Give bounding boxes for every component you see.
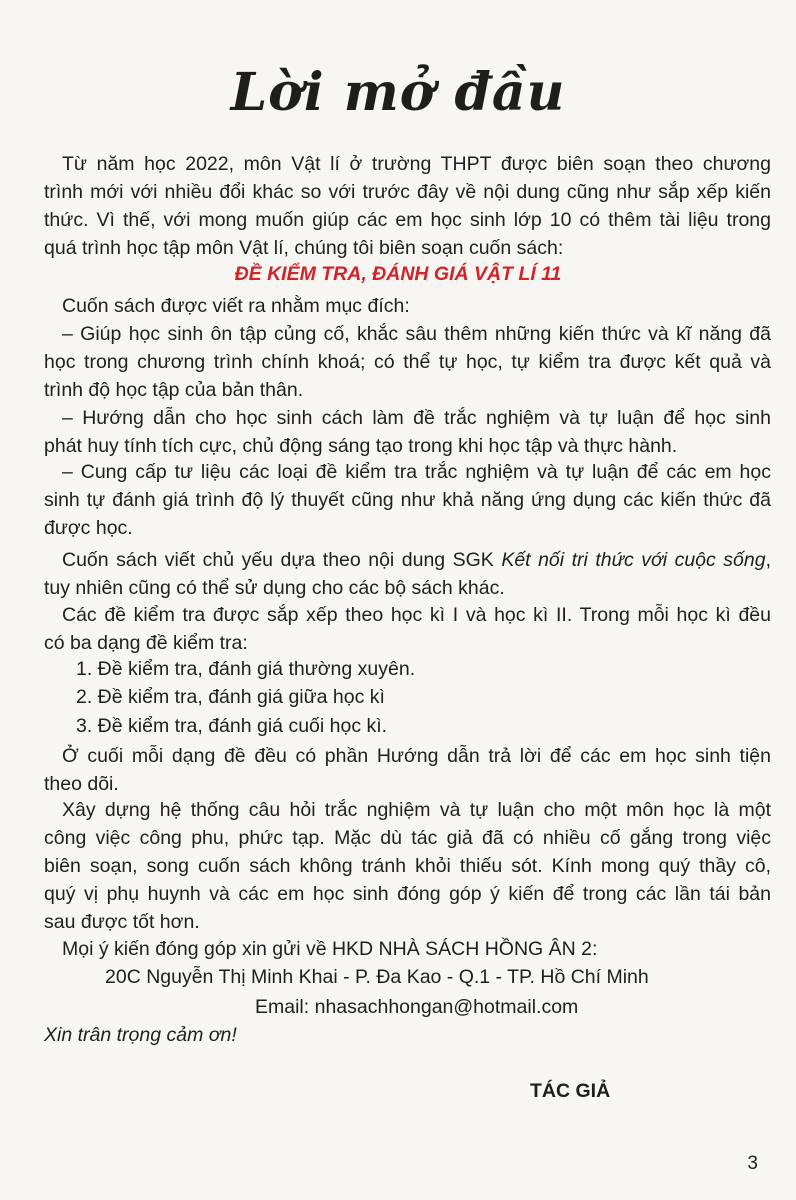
- purpose-lead: Cuốn sách được viết ra nhằm mục đích:: [62, 295, 410, 317]
- purpose-line: trình độ học tập của bản thân.: [44, 379, 304, 401]
- intro-line: Từ năm học 2022, môn Vật lí ở trường THPT được biên soạn theo chương: [62, 153, 771, 175]
- purpose-line: được học.: [44, 517, 133, 539]
- book-title: ĐỀ KIỂM TRA, ĐÁNH GIÁ VẬT LÍ 11: [234, 263, 562, 285]
- author-signature: TÁC GIẢ: [530, 1080, 611, 1102]
- purpose-line: – Giúp học sinh ôn tập củng cố, khắc sâu thêm những kiến thức và kĩ năng đã: [62, 323, 771, 345]
- intro-paragraph: [44, 150, 771, 262]
- basis-line: [44, 546, 771, 574]
- intro-line: trình mới với nhiều đổi khác so với trước đây về nội dung cũng như sắp xếp kiến: [44, 181, 771, 203]
- guide-line: theo dõi.: [44, 773, 119, 795]
- basis-prefix: Cuốn sách viết chủ yếu dựa theo nội dung SGK: [62, 549, 502, 571]
- page-title: Lời mở đầu: [230, 62, 566, 123]
- guide-line: Ở cuối mỗi dạng đề đều có phần Hướng dẫn trả lời để các em học sinh tiện: [62, 745, 771, 767]
- purpose-item: [44, 458, 771, 542]
- contact-email: Email: nhasachhongan@hotmail.com: [255, 996, 579, 1018]
- page-number: 3: [747, 1153, 758, 1174]
- contact-lead: Mọi ý kiến đóng góp xin gửi về HKD NHÀ SÁCH HỒNG ÂN 2:: [62, 938, 598, 960]
- purpose-line: sinh tự đánh giá trình độ lý thuyết cũng như khả năng ứng dụng các kiến thức đã: [44, 489, 771, 511]
- test-type-item: 1. Đề kiểm tra, đánh giá thường xuyên.: [76, 658, 416, 680]
- arrangement-line: Các đề kiểm tra được sắp xếp theo học kì I và học kì II. Trong mỗi học kì đều: [62, 604, 771, 626]
- closing-line: Xây dựng hệ thống câu hỏi trắc nghiệm và tự luận cho một môn học là một: [62, 799, 771, 821]
- purpose-line: học trong chương trình chính khoá; có thể tự học, tự kiểm tra được kết quả và: [44, 351, 771, 373]
- closing-line: sau được tốt hơn.: [44, 911, 200, 933]
- contact-address: 20C Nguyễn Thị Minh Khai - P. Đa Kao - Q.1 - TP. Hồ Chí Minh: [105, 966, 649, 988]
- purpose-line: – Cung cấp tư liệu các loại đề kiểm tra trắc nghiệm và tự luận để các em học: [62, 461, 771, 483]
- purpose-line: – Hướng dẫn cho học sinh cách làm đề trắc nghiệm và tự luận để học sinh: [62, 407, 771, 429]
- purpose-item: [44, 320, 771, 404]
- basis-line: tuy nhiên cũng có thể sử dụng cho các bộ sách khác.: [44, 577, 505, 599]
- test-type-item: 3. Đề kiểm tra, đánh giá cuối học kì.: [76, 715, 388, 737]
- intro-line: quá trình học tập môn Vật lí, chúng tôi biên soạn cuốn sách:: [44, 237, 564, 259]
- purpose-line: phát huy tính tích cực, chủ động sáng tạo trong khi học tập và thực hành.: [44, 435, 678, 457]
- closing-line: công việc công phu, phức tạp. Mặc dù tác giả đã có nhiều cố gắng trong việc: [44, 827, 771, 849]
- basis-suffix: ,: [765, 549, 771, 571]
- closing-line: biên soạn, song cuốn sách không tránh khỏi thiếu sót. Kính mong quý thầy cô,: [44, 855, 771, 877]
- textbook-series: Kết nối tri thức với cuộc sống: [501, 549, 766, 571]
- thanks-line: Xin trân trọng cảm ơn!: [44, 1024, 237, 1046]
- guide-paragraph: [44, 742, 771, 798]
- closing-line: quý vị phụ huynh và các em học sinh đóng góp ý kiến để trong các lần tái bản: [44, 883, 771, 905]
- arrangement-paragraph: [44, 601, 771, 657]
- test-type-item: 2. Đề kiểm tra, đánh giá giữa học kì: [76, 686, 385, 708]
- basis-paragraph: [44, 546, 771, 602]
- closing-paragraph: [44, 796, 771, 936]
- purpose-item: [44, 404, 771, 460]
- arrangement-line: có ba dạng đề kiểm tra:: [44, 632, 248, 654]
- intro-line: thức. Vì thế, với mong muốn giúp các em học sinh lớp 10 có thêm tài liệu trong: [44, 209, 771, 231]
